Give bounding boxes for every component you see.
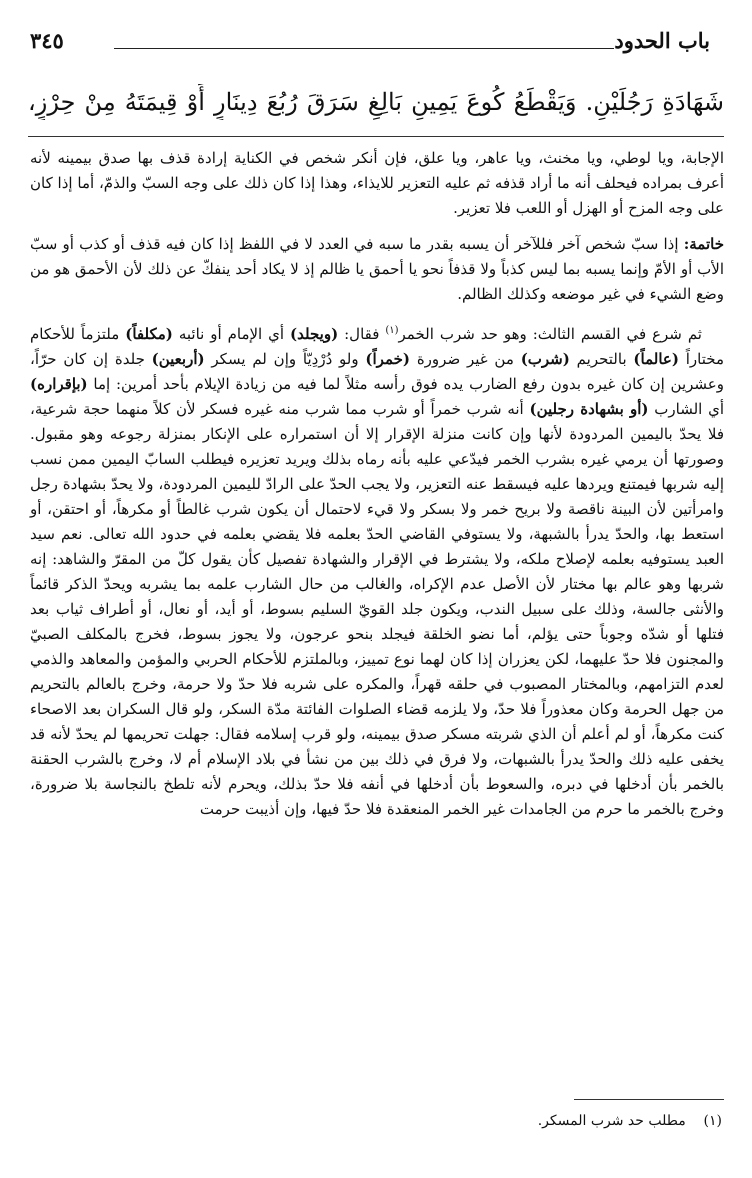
matn-keyword: (ويجلد)	[290, 325, 339, 343]
text-run: جلدة إن كان حرّاً، وعشرين إن كان غيره بدون رفع الضارب يده فوق رأسه مثلاً لما فيه من زيادة الإيلام بأحد أمرين: إما	[30, 350, 724, 393]
matn-separator	[28, 136, 724, 137]
chapter-title: باب الحدود	[614, 28, 710, 53]
commentary-body	[30, 146, 724, 822]
footnote-separator	[574, 1099, 724, 1100]
header-rule	[114, 48, 614, 49]
text-run: فقال:	[338, 325, 386, 343]
footnote-marker: (١)	[385, 325, 399, 336]
matn-keyword: (مكلفاً)	[125, 325, 173, 343]
paragraph: الإجابة، ويا لوطي، ويا مخنث، ويا عاهر، ويا علق، فإن أنكر شخص في الكناية إرادة قذف بها صدق بيمينه لأنه أعرف بمراده فيحلف أنه ما أراد قذفه ثم عليه التعزير للايذاء، وهذا إذا كان ذلك على وجه السبّ والذمّ، أما إذا كان على وجه المزح أو الهزل أو اللعب فلا تعزير.	[30, 149, 724, 217]
conclusion-text: إذا سبّ شخص آخر فللآخر أن يسبه بقدر ما سبه في العدد لا في اللفظ إذا كان فيه قذف أو كذب أو سبّ الأب أو الأمّ وإنما يسبه بما ليس كذباً ولا قذفاً نحو يا أحمق يا ظالم إذ لا يكاد أحد ينفكّ عن ذلك لأن الأحمق هو من وضع الشيء في غير موضعه وكذلك الظالم.	[30, 235, 724, 303]
text-run: بالتحريم	[569, 350, 634, 368]
text-run: ملتزماً للأحكام مختاراً	[30, 325, 724, 368]
footnote-number: (١)	[703, 1113, 722, 1129]
text-run: أي الإمام أو نائبه	[172, 325, 291, 343]
footnote-text: مطلب حد شرب المسكر.	[537, 1113, 686, 1129]
text-run: ثم شرع في القسم الثالث: وهو حد شرب الخمر	[398, 325, 702, 343]
matn-keyword: (خمراً)	[365, 350, 411, 368]
page-number: ٣٤٥	[30, 28, 64, 53]
conclusion-label: خاتمة:	[683, 235, 724, 253]
page-header	[30, 26, 710, 58]
matn-keyword: (بإقراره)	[30, 375, 88, 393]
text-run: من غير ضرورة	[410, 350, 521, 368]
text-run: أي الشارب	[648, 400, 724, 418]
text-run: ولو دُرْدِيّاً وإن لم يسكر	[204, 350, 366, 368]
matn-keyword: (أو بشهادة رجلين)	[529, 400, 649, 418]
paragraph-conclusion	[30, 232, 724, 307]
matn-keyword: (شرب)	[520, 350, 570, 368]
footnote	[30, 1111, 722, 1131]
paragraph-wine-section	[30, 318, 724, 822]
matn-keyword: (أربعين)	[151, 350, 205, 368]
matn-keyword: (عالماً)	[633, 350, 679, 368]
text-run: أنه شرب خمراً أو شرب مما شرب منه غيره فسكر لأن كلاً منهما حجة شرعية، فلا يحدّ باليمين المردودة لأنها وإن كانت منزلة الإقرار إلا أن استمراره على الإنكار بمنزلة رجوعه وهو مقبول. وصورتها أن يرمي غيره بشرب الخمر فيدّعي عليه بأنه رماه بذلك ويريد تعزيره فيطلب السابّ اليمين ممن نسب إليه شربها فيمتنع ويردها عليه فيسقط عنه التعزير، ولا يجب الحدّ على الرادّ لليمين المردودة، ولا يحدّ بشهادة رجل وامرأتين لأن البينة ناقصة ولا بريح خمر ولا بسكر ولا قيء لاحتمال أن يكون شرب غالطاً أو مكرهاً، أو احتقن، أو استعط بها، والحدّ يدرأ بالشبهة، ولا يستوفي القاضي الحدّ بعلمه فلا يقضي بعلمه في حدود الله تعالى. نعم سيد العبد يستوفيه بعلمه لإصلاح ملكه، ولا يشترط في الإقرار والشهادة تفصيل كأن يقول كلّ من المقرّ والشاهد: إنه شربها وهو عالم بها مختار لأن الأصل عدم الإكراه، والغالب من حال الشارب علمه بما يشربه ويحدّ الذكر قائماً والأنثى جالسة، وذلك على سبيل الندب، ويكون جلد القويّ السليم بسوط، أو أيد، أو نعال، أو أطراف ثياب بعد فتلها أو شدّه وجوباً حتى يؤلم، أما نضو الخلقة فيجلد بنحو عرجون، ولا يجوز بسوط، فخرج بالمكلف الصبيّ والمجنون فلا حدّ عليهما، لكن يعزران إذا كان لهما نوع تمييز، وبالملتزم للأحكام الحربي والمؤمن والمعاهد والذمي لعدم التزامهم، وبالمختار المصبوب في حلقه قهراً، والمكره على شربه فلا حدّ ولا حرمة، وخرج بالعالم بالتحريم من جهل الحرمة وكان معذوراً فلا حدّ، ولا يلزمه قضاء الصلوات الفائتة مدّة السكر، ولو قال السكران بعد الاصحاء كنت مكرهاً، أو لم أعلم أن الذي شربته مسكر صدق بيمينه، ولو قرب إسلامه فقال: جهلت تحريمها لم يحدّ لأنه قد يخفى عليه ذلك والحدّ يدرأ بالشبهات، ولا فرق في ذلك بين من نشأ في بلاد الإسلام أم لا، وخرج بالشرب الحقنة بالخمر بأن أدخلها في دبره، والسعوط بأن أدخلها في أنفه فلا حدّ بذلك، ويحرم لأنه تلطخ بالنجاسة بلا ضرورة، وخرج بالخمر ما حرم من الجامدات غير الخمر المنعقدة فلا حدّ فيها، وإن أذيبت حرمت	[30, 400, 724, 818]
matn-text: شَهَادَةِ رَجُلَيْنِ. وَيَقْطَعُ كُوعَ يَمِينِ بَالِغٍ سَرَقَ رُبُعَ دِينَارٍ أَوْ قِيمَتَهُ مِنْ حِرْزٍ،	[28, 88, 724, 116]
